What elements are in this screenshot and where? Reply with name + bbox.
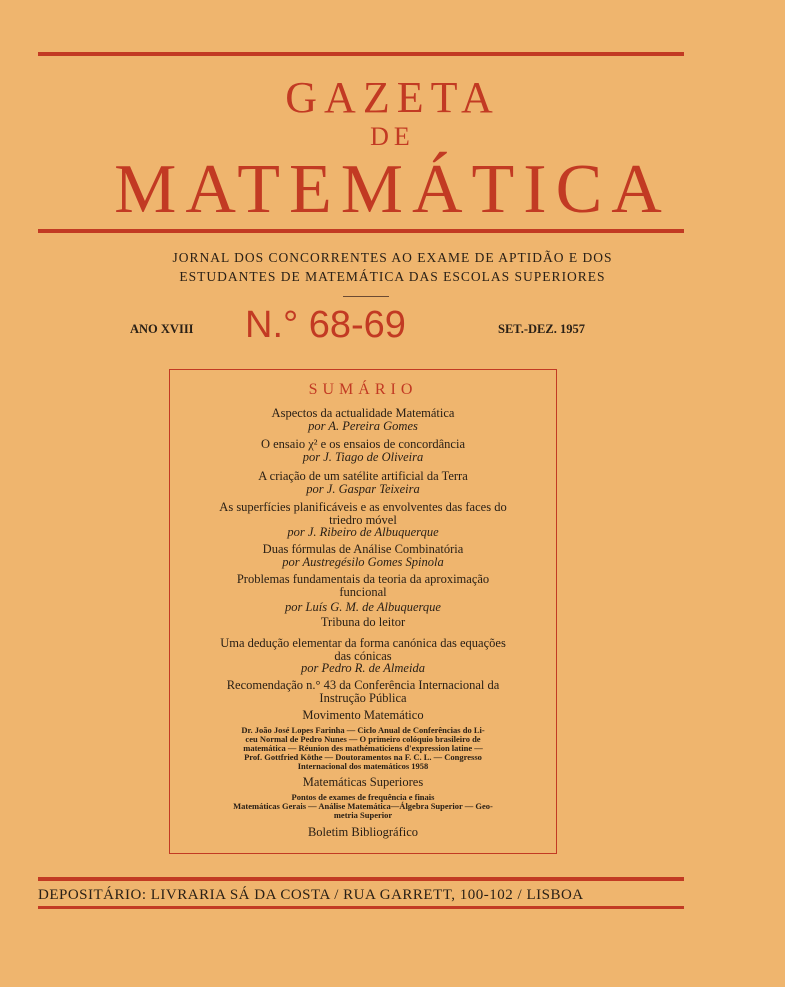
toc-entry-10-details — [178, 726, 548, 771]
subtitle-line-2: ESTUDANTES DE MATEMÁTICA DAS ESCOLAS SUPERIORES — [179, 269, 606, 284]
year-label: ANO XVIII — [130, 322, 194, 336]
toc-entry-1 — [178, 407, 548, 432]
subtitle-divider — [343, 296, 389, 297]
toc-title: Problemas fundamentais da teoria da aproximação — [236, 572, 490, 586]
toc-author: por Luís G. M. de Albuquerque — [285, 600, 441, 614]
toc-author: por J. Ribeiro de Albuquerque — [287, 525, 439, 539]
issue-date: SET.-DEZ. 1957 — [498, 322, 585, 336]
footer-bottom-rule — [38, 906, 684, 909]
toc-entry-7 — [178, 616, 548, 629]
toc-title: Movimento Matemático — [302, 708, 424, 722]
toc-detail-line: ceu Normal de Pedro Nunes — O primeiro colóquio brasileiro de — [245, 734, 481, 744]
toc-detail-line: Dr. João José Lopes Farinha — Ciclo Anual de Conferências do Li- — [241, 725, 485, 735]
issue-number: N.° 68-69 — [245, 304, 406, 346]
toc-entry-6 — [178, 573, 548, 614]
toc-detail-line: Pontos de exames de frequência e finais — [291, 792, 435, 802]
toc-title: Duas fórmulas de Análise Combinatória — [262, 542, 464, 556]
footer-depositario: DEPOSITÁRIO: LIVRARIA SÁ DA COSTA / RUA GARRETT, 100-102 / LISBOA — [38, 887, 584, 903]
toc-author: por J. Gaspar Teixeira — [306, 481, 420, 496]
toc-entry-5 — [178, 543, 548, 568]
toc-entry-12 — [178, 826, 548, 839]
toc-title: Recomendação n.° 43 da Conferência Internacional da — [226, 678, 500, 692]
toc-detail-line: Prof. Gottfried Köthe — Doutoramentos na F. C. L. — Congresso — [244, 752, 482, 762]
toc-entry-4 — [178, 501, 548, 539]
footer-top-rule — [38, 877, 684, 881]
toc-title-cont: Instrução Pública — [319, 690, 407, 705]
masthead-bottom-rule — [38, 229, 684, 233]
toc-detail-line: Internacional dos matemáticos 1958 — [297, 761, 429, 771]
toc-detail-line: matemática — Réunion des mathématiciens d'expression latine — — [243, 743, 483, 753]
toc-author: por A. Pereira Gomes — [308, 418, 418, 433]
top-rule — [38, 52, 684, 56]
toc-title: A criação de um satélite artificial da Terra — [258, 469, 468, 483]
masthead-matematica: MATEMÁTICA — [114, 151, 671, 228]
toc-author: por Pedro R. de Almeida — [301, 661, 425, 675]
toc-title-cont: das cónicas — [334, 648, 392, 663]
toc-title: Boletim Bibliográfico — [307, 825, 419, 839]
toc-entry-11-details — [178, 793, 548, 820]
toc-entry-9 — [178, 679, 548, 704]
toc-entry-2 — [178, 438, 548, 463]
toc-author: por J. Tiago de Oliveira — [302, 449, 424, 464]
masthead-de: DE — [370, 122, 415, 151]
masthead-gazeta: GAZETA — [285, 73, 500, 122]
toc-entry-11 — [178, 776, 548, 789]
toc-title: O ensaio χ² e os ensaios de concordância — [260, 437, 466, 451]
subtitle-line-1: JORNAL DOS CONCORRENTES AO EXAME DE APTIDÃO E DOS — [172, 250, 613, 265]
toc-title: As superfícies planificáveis e as envolventes das faces do — [219, 500, 507, 514]
toc-detail-line: metria Superior — [333, 810, 393, 820]
summary-heading: SUMÁRIO — [308, 381, 418, 398]
toc-entry-8 — [178, 637, 548, 675]
toc-title: Tribuna do leitor — [320, 615, 406, 629]
toc-title-cont: funcional — [339, 584, 387, 599]
toc-title-cont: triedro móvel — [329, 512, 397, 527]
toc-detail-line: Matemáticas Gerais — Análise Matemática—Álgebra Superior — Geo- — [233, 801, 493, 811]
toc-title: Matemáticas Superiores — [302, 775, 424, 789]
toc-entry-10 — [178, 709, 548, 722]
toc-title: Uma dedução elementar da forma canónica das equações — [220, 636, 506, 650]
toc-title: Aspectos da actualidade Matemática — [271, 406, 455, 420]
toc-author: por Austregésilo Gomes Spinola — [282, 554, 444, 569]
toc-entry-3 — [178, 470, 548, 495]
